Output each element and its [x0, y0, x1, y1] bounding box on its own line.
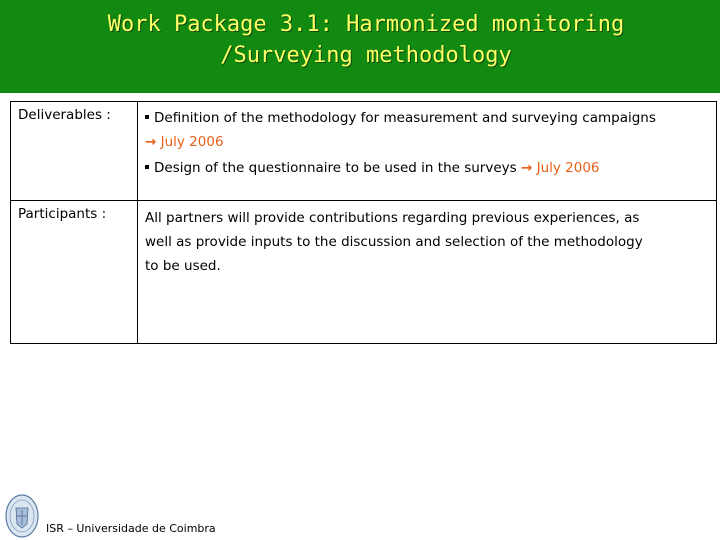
participants-content [145, 206, 643, 278]
footer-institution: ISR – Universidade de Coimbra [46, 522, 216, 535]
arrow-right-icon: → [145, 134, 157, 150]
bullet-icon [145, 165, 149, 169]
participants-label: Participants : [18, 206, 107, 222]
deliverable-item-1-date [145, 130, 656, 154]
title-banner [0, 0, 720, 93]
table-column-divider [137, 102, 138, 343]
deliverable-1-text: Definition of the methodology for measurement and surveying campaigns [154, 110, 656, 126]
deliverable-2-text: Design of the questionnaire to be used in the surveys [154, 160, 517, 176]
work-package-table [10, 101, 717, 344]
university-seal-icon [5, 494, 39, 538]
deliverable-item-1 [145, 106, 656, 130]
table-row-divider [11, 200, 716, 201]
participants-line-3: to be used. [145, 258, 221, 274]
deliverable-item-2 [145, 156, 656, 180]
participants-line-1: All partners will provide contributions regarding previous experiences, as [145, 210, 640, 226]
title-line-1: Work Package 3.1: Harmonized monitoring [107, 12, 625, 37]
title-line-2: /Surveying methodology [220, 43, 512, 68]
deliverables-content [145, 106, 656, 180]
slide-title [0, 9, 720, 71]
deliverable-2-date: July 2006 [536, 160, 600, 176]
arrow-right-icon: → [520, 160, 533, 176]
bullet-icon [145, 115, 149, 119]
deliverables-label: Deliverables : [18, 107, 111, 123]
participants-line-2: well as provide inputs to the discussion and selection of the methodology [145, 234, 643, 250]
deliverable-1-date: July 2006 [160, 134, 224, 150]
